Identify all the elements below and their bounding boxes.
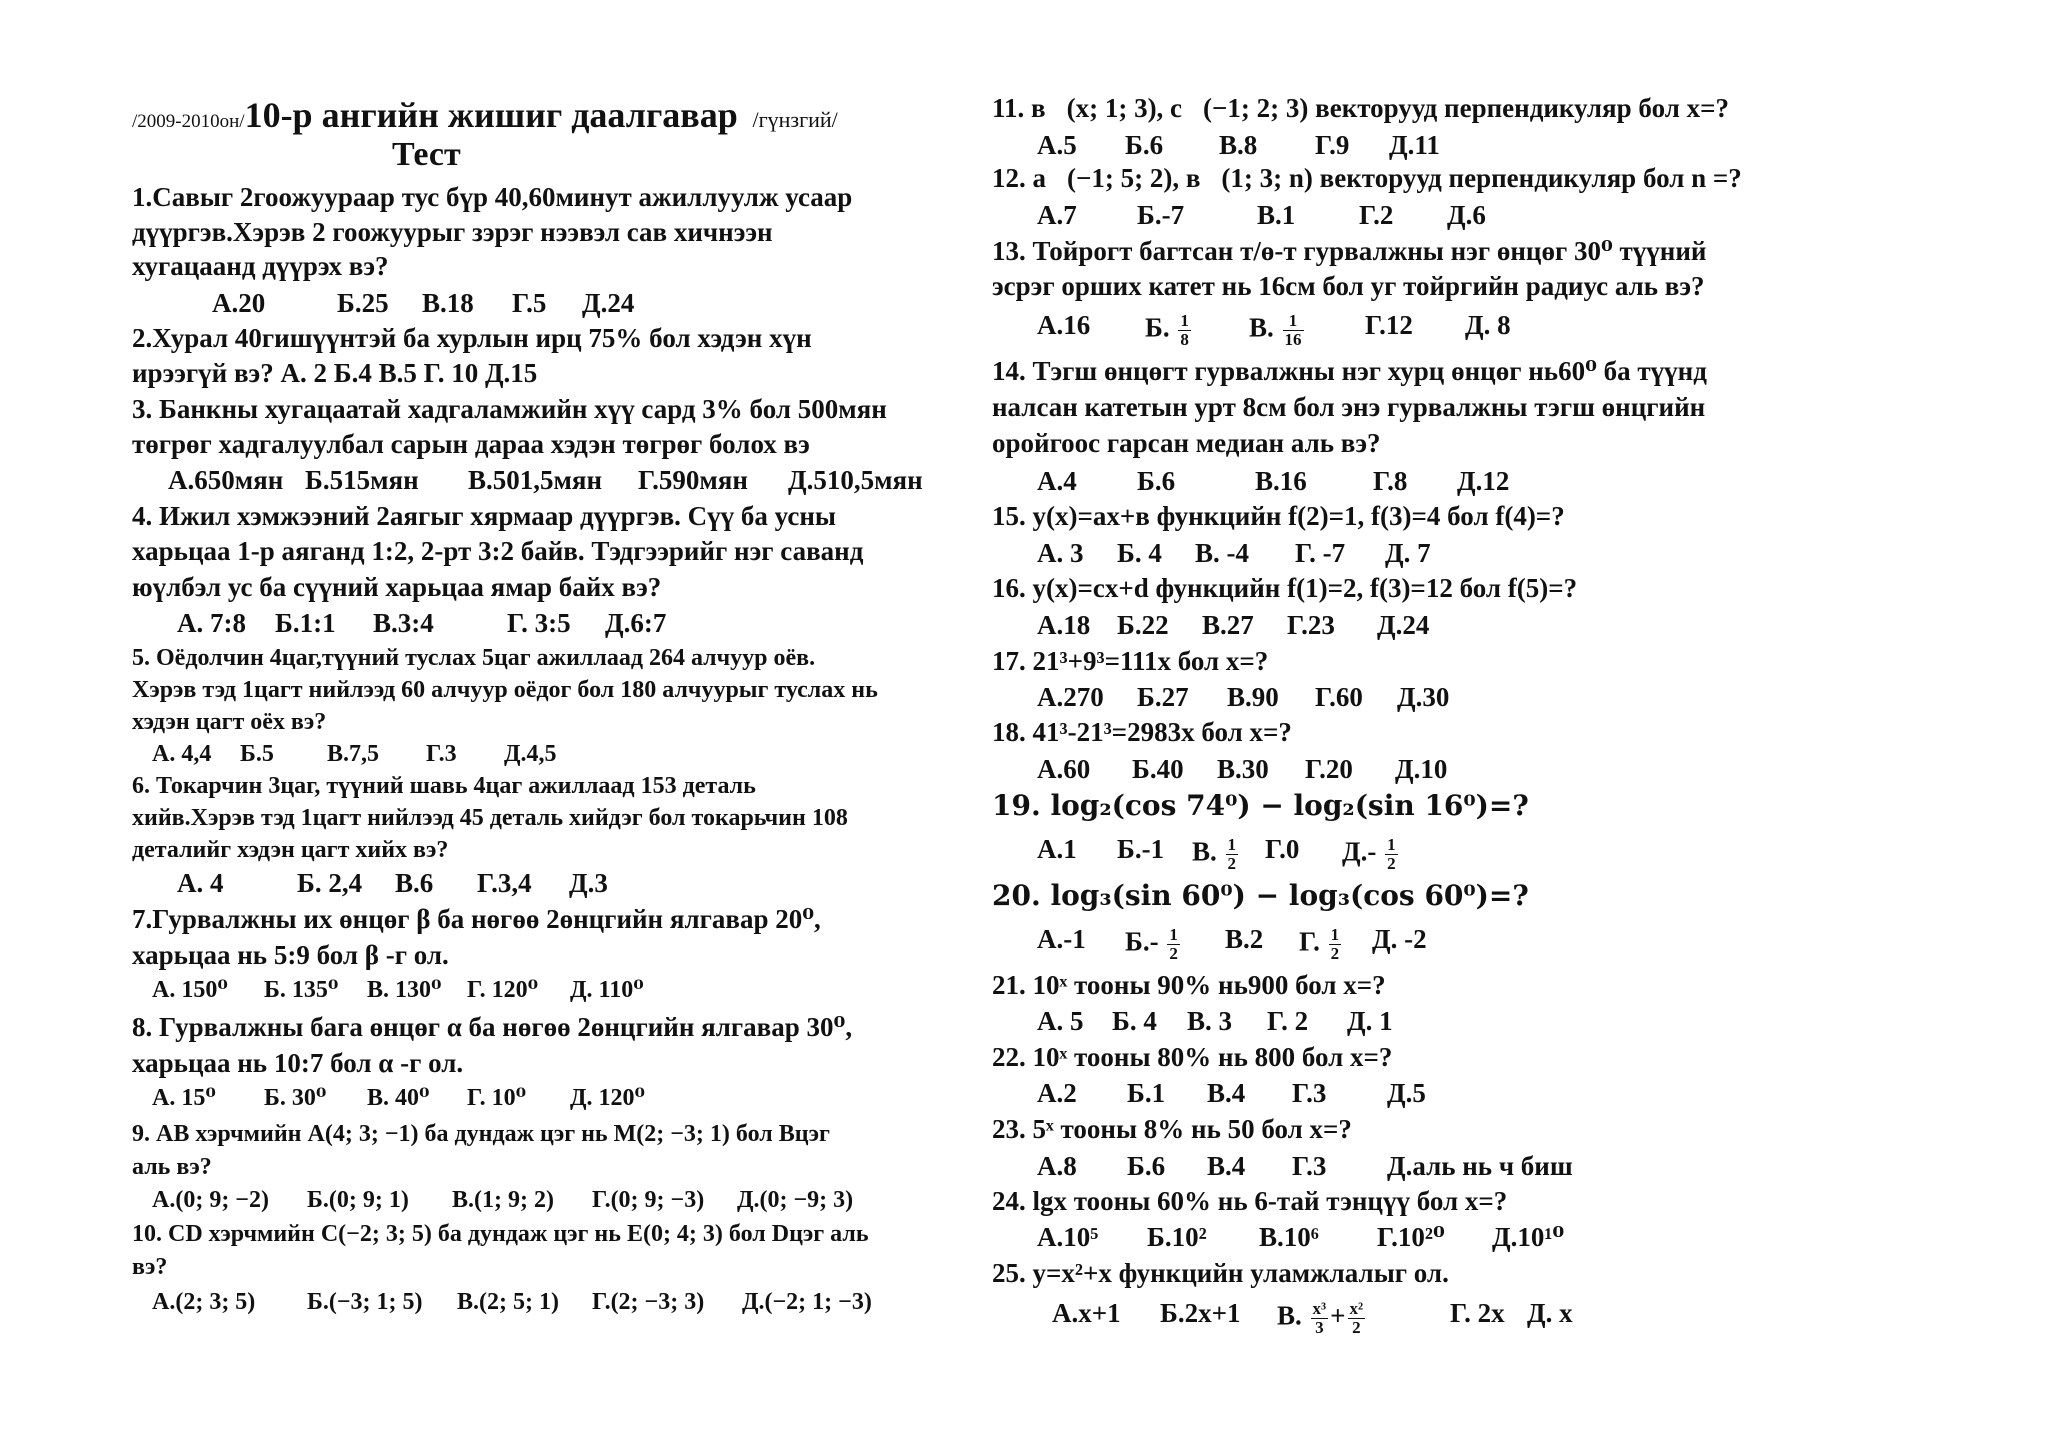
question-text: харьцаа нь 5:9 бол β -г ол.	[132, 940, 449, 970]
answer-option: В. 40⁰	[367, 1085, 430, 1111]
answer-option: Д. 110⁰	[570, 977, 644, 1003]
question-text: төгрөг хадгалуулбал сарын дараа хэдэн төгрөг болох вэ	[132, 429, 810, 459]
answer-option: Д.10¹⁰	[1492, 1222, 1565, 1252]
question-text: дүүргэв.Хэрэв 2 гоожуурыг зэрэг нээвэл сав хичнээн	[132, 217, 773, 247]
question-text: эсрэг орших катет нь 16см бол уг тойргийн радиус аль вэ?	[992, 271, 1705, 301]
level-label: /гүнзгий/	[752, 107, 838, 132]
question-text: 10. CD хэрчмийн C(−2; 3; 5) ба дундаж цэг нь E(0; 4; 3) бол Dцэг аль	[132, 1221, 869, 1247]
answer-option: А. 4,4	[152, 741, 212, 767]
question-text: 15. y(x)=ax+в функцийн f(2)=1, f(3)=4 бол f(4)=?	[992, 501, 1565, 531]
answer-option: А.60	[1037, 754, 1091, 784]
answer-option: Д.510,5мян	[788, 465, 923, 495]
answer-option: А.4	[1037, 466, 1077, 496]
answer-option: Г. 2x	[1450, 1298, 1505, 1328]
question-text: оройгоос гарсан медиан аль вэ?	[992, 428, 1381, 458]
answer-option: Д.6	[1447, 200, 1486, 230]
answer-option: А. 5	[1037, 1006, 1084, 1036]
answer-option: Д. 1	[1347, 1006, 1393, 1036]
answer-option: В.7,5	[327, 741, 380, 767]
answer-option: Б.5	[240, 741, 274, 767]
answer-option: В.8	[1219, 130, 1258, 160]
question-text: 1.Савыг 2гоожуураар тус бүр 40,60минут ажиллуулж усаар	[132, 182, 853, 212]
answer-option: Б. 4	[1112, 1006, 1157, 1036]
answer-option: В.(1; 9; 2)	[452, 1187, 554, 1213]
answer-option: Д.(0; −9; 3)	[737, 1187, 854, 1213]
question-text: хэдэн цагт оёх вэ?	[132, 709, 327, 735]
answer-option: Б.(−3; 1; 5)	[307, 1289, 423, 1315]
answer-option: Д.24	[582, 288, 635, 318]
answer-option: А.5	[1037, 130, 1077, 160]
answer-option: Г.20	[1305, 754, 1353, 784]
answer-option: Д.10	[1395, 754, 1448, 784]
answer-option: А.x+1	[1052, 1298, 1121, 1328]
answer-option: А.8	[1037, 1151, 1077, 1181]
answer-option: В. $\frac{1}{2}$	[1192, 835, 1237, 873]
answer-option: В.4	[1207, 1151, 1246, 1181]
answer-option: Д.(−2; 1; −3)	[742, 1289, 872, 1315]
question-text: 2.Хурал 40гишүүнтэй ба хурлын ирц 75% бол хэдэн хүн	[132, 323, 812, 353]
question-text: Хэрэв тэд 1цагт нийлээд 60 алчуур оёдог бол 180 алчуурыг туслах нь	[132, 677, 878, 703]
answer-option: Д.6:7	[605, 608, 667, 638]
answer-option: Б. $\frac{1}{8}$	[1145, 311, 1189, 349]
question-text: 16. y(x)=cx+d функцийн f(1)=2, f(3)=12 бол f(5)=?	[992, 573, 1578, 603]
header-line	[132, 97, 838, 133]
answer-option: В.90	[1227, 682, 1279, 712]
answer-option: А.16	[1037, 310, 1091, 340]
question-text: 13. Тойрогт багтсан т/ө-т гурвалжны нэг өнцөг 30⁰ түүний	[992, 236, 1707, 266]
answer-option: А.2	[1037, 1078, 1077, 1108]
answer-option: В.18	[422, 288, 474, 318]
answer-option: Д.30	[1397, 682, 1450, 712]
answer-option: Г.12	[1365, 310, 1413, 340]
answer-option: Б.515мян	[305, 465, 419, 495]
answer-option: Б. 30⁰	[264, 1085, 327, 1111]
answer-option: А. 3	[1037, 538, 1084, 568]
answer-option: В.27	[1202, 610, 1254, 640]
question-text: 5. Оёдолчин 4цаг,түүний туслах 5цаг ажиллаад 264 алчуур оёв.	[132, 645, 816, 671]
answer-option: Б.6	[1127, 1151, 1166, 1181]
question-text: 20. log₃(sin 60⁰) − log₃(cos 60⁰)=?	[992, 879, 1529, 912]
answer-option: А. 4	[177, 868, 224, 898]
question-text: 23. 5ˣ тооны 8% нь 50 бол x=?	[992, 1114, 1352, 1144]
answer-option: Д. 7	[1385, 538, 1431, 568]
answer-option: Г.8	[1373, 466, 1408, 496]
answer-option: Д.11	[1389, 130, 1440, 160]
answer-option: В.4	[1207, 1078, 1246, 1108]
answer-option: А.7	[1037, 200, 1077, 230]
answer-option: Д.- $\frac{1}{2}$	[1342, 835, 1396, 873]
answer-option: А.20	[212, 288, 266, 318]
question-text: 19. log₂(cos 74⁰) − log₂(sin 16⁰)=?	[992, 789, 1529, 822]
answer-option: В.1	[1257, 200, 1296, 230]
answer-option: Д. -2	[1372, 924, 1427, 954]
answer-option: В.6	[395, 868, 434, 898]
answer-option: Г.23	[1287, 610, 1335, 640]
question-text: 4. Ижил хэмжээний 2аягыг хярмаар дүүргэв. Сүү ба усны	[132, 501, 836, 531]
question-text: 3. Банкны хугацаатай хадгаламжийн хүү сард 3% бол 500мян	[132, 394, 887, 424]
answer-option: Д. 120⁰	[570, 1085, 646, 1111]
answer-option: Б. 4	[1117, 538, 1162, 568]
answer-option: В.16	[1255, 466, 1307, 496]
answer-option: Г. 2	[1267, 1006, 1309, 1036]
answer-option: Д.5	[1387, 1078, 1426, 1108]
question-text: 25. y=x²+x функцийн уламжлалыг ол.	[992, 1258, 1449, 1288]
answer-option: А.(2; 3; 5)	[152, 1289, 256, 1315]
question-text: 9. АВ хэрчмийн A(4; 3; −1) ба дундаж цэг нь M(2; −3; 1) бол Вцэг	[132, 1121, 830, 1147]
answer-option: Б.6	[1125, 130, 1164, 160]
question-text: 14. Тэгш өнцөгт гурвалжны нэг хурц өнцөг нь60⁰ ба түүнд	[992, 356, 1707, 386]
question-text: 21. 10ˣ тооны 90% нь900 бол x=?	[992, 970, 1386, 1000]
answer-option: Г.3,4	[477, 868, 532, 898]
answer-option: Б.2x+1	[1160, 1298, 1241, 1328]
answer-option: А.1	[1037, 834, 1077, 864]
answer-option: А.270	[1037, 682, 1104, 712]
answer-option: Б.6	[1137, 466, 1176, 496]
question-text: аль вэ?	[132, 1154, 212, 1180]
answer-option: А.(0; 9; −2)	[152, 1187, 269, 1213]
answer-option: Б.- $\frac{1}{2}$	[1125, 925, 1178, 963]
answer-option: Г. 10⁰	[467, 1085, 527, 1111]
answer-option: Д. 8	[1465, 310, 1511, 340]
answer-option: Г.3	[426, 741, 457, 767]
question-text: харьцаа нь 10:7 бол α -г ол.	[132, 1048, 464, 1078]
answer-option: Г.(2; −3; 3)	[592, 1289, 705, 1315]
answer-option: Г.0	[1265, 834, 1300, 864]
answer-option: Д.аль нь ч биш	[1387, 1151, 1573, 1181]
answer-option: В.3:4	[373, 608, 434, 638]
answer-option: Б.25	[337, 288, 389, 318]
answer-option: Б.1	[1127, 1078, 1166, 1108]
question-text: хугацаанд дүүрэх вэ?	[132, 251, 389, 281]
answer-option: Д.24	[1377, 610, 1430, 640]
answer-option: Г.3	[1292, 1078, 1327, 1108]
answer-option: Б.40	[1132, 754, 1184, 784]
answer-option: Б.-7	[1137, 200, 1185, 230]
answer-option: Б. 135⁰	[264, 977, 339, 1003]
question-text: 24. lgx тооны 60% нь 6-тай тэнцүү бол x=?	[992, 1186, 1508, 1216]
answer-option: Г.9	[1315, 130, 1350, 160]
answer-option: Б. 2,4	[297, 868, 363, 898]
answer-option: Г.3	[1292, 1151, 1327, 1181]
question-text: 22. 10ˣ тооны 80% нь 800 бол x=?	[992, 1042, 1393, 1072]
answer-option: В.2	[1225, 924, 1264, 954]
question-text: 6. Токарчин 3цаг, түүний шавь 4цаг ажиллаад 153 деталь	[132, 773, 756, 799]
question-text: юүлбэл ус ба сүүний харьцаа ямар байх вэ?	[132, 572, 662, 602]
question-text: 17. 21³+9³=111x бол x=?	[992, 646, 1269, 676]
answer-option: Г.(0; 9; −3)	[592, 1187, 705, 1213]
question-text: хийв.Хэрэв тэд 1цагт нийлээд 45 деталь хийдэг бол токарьчин 108	[132, 805, 848, 831]
answer-option: В. 3	[1187, 1006, 1233, 1036]
question-text: вэ?	[132, 1254, 168, 1280]
answer-option: Г.10²⁰	[1377, 1222, 1445, 1252]
question-text: 18. 41³-21³=2983x бол x=?	[992, 717, 1292, 747]
answer-option: Д. x	[1527, 1298, 1573, 1328]
answer-option: Г. 3:5	[507, 608, 571, 638]
question-text: 8. Гурвалжны бага өнцөг α ба нөгөө 2өнцгийн ялгавар 30⁰,	[132, 1012, 853, 1042]
answer-option: Г.2	[1359, 200, 1394, 230]
answer-option: Г. -7	[1295, 538, 1346, 568]
answer-option: В. -4	[1195, 538, 1249, 568]
answer-option: А. 150⁰	[152, 977, 228, 1003]
answer-option: Г. $\frac{1}{2}$	[1299, 925, 1340, 963]
question-text: налсан катетын урт 8см бол энэ гурвалжны тэгш өнцгийн	[992, 392, 1706, 422]
answer-option: Б.22	[1117, 610, 1169, 640]
answer-option: В.501,5мян	[468, 465, 603, 495]
question-text: деталийг хэдэн цагт хийх вэ?	[132, 837, 449, 863]
answer-option: Б.(0; 9; 1)	[307, 1187, 409, 1213]
question-text: 12. a⃗(−1; 5; 2), в⃗(1; 3; n) векторууд перпендикуляр бол n =?	[992, 163, 1742, 193]
answer-option: А.18	[1037, 610, 1091, 640]
answer-option: Д.3	[569, 868, 608, 898]
answer-option: Б.1:1	[275, 608, 336, 638]
answer-option: Г. 120⁰	[467, 977, 539, 1003]
answer-option: В. $\frac{1}{16}$	[1249, 311, 1302, 349]
answer-option: Б.10²	[1147, 1222, 1207, 1252]
question-text: 11. в⃗(x; 1; 3), c⃗(−1; 2; 3) векторууд перпендикуляр бол x=?	[992, 93, 1730, 123]
answer-option: А.10⁵	[1037, 1222, 1099, 1252]
question-text: харьцаа 1-р аяганд 1:2, 2-рт 3:2 байв. Тэдгээрийг нэг саванд	[132, 536, 864, 566]
answer-option: А.650мян	[168, 465, 284, 495]
answer-option: А.-1	[1037, 924, 1086, 954]
answer-option: Г.60	[1315, 682, 1363, 712]
answer-option: В.(2; 5; 1)	[457, 1289, 559, 1315]
answer-option: А. 15⁰	[152, 1085, 216, 1111]
question-text: 7.Гурвалжны их өнцөг β ба нөгөө 2өнцгийн ялгавар 20⁰,	[132, 904, 821, 934]
answer-option: В. $\frac{\text{x³}}{3}$ + $\frac{\text{x²}}{2}$	[1277, 1299, 1364, 1337]
page-subtitle: Тест	[392, 136, 461, 173]
answer-option: Д.4,5	[504, 741, 557, 767]
answer-option: В.30	[1217, 754, 1269, 784]
answer-option: А. 7:8	[177, 608, 246, 638]
page-title: 10-р ангийн жишиг даалгавар	[244, 95, 738, 135]
answer-option: Б.-1	[1117, 834, 1165, 864]
school-year: /2009-2010он/	[132, 111, 245, 132]
answer-option: Б.27	[1137, 682, 1189, 712]
answer-option: Г.590мян	[638, 465, 748, 495]
question-text: ирээгүй вэ? А. 2 Б.4 В.5 Г. 10 Д.15	[132, 358, 538, 388]
answer-option: В.10⁶	[1259, 1222, 1319, 1252]
answer-option: В. 130⁰	[367, 977, 442, 1003]
answer-option: Г.5	[512, 288, 547, 318]
answer-option: Д.12	[1457, 466, 1510, 496]
